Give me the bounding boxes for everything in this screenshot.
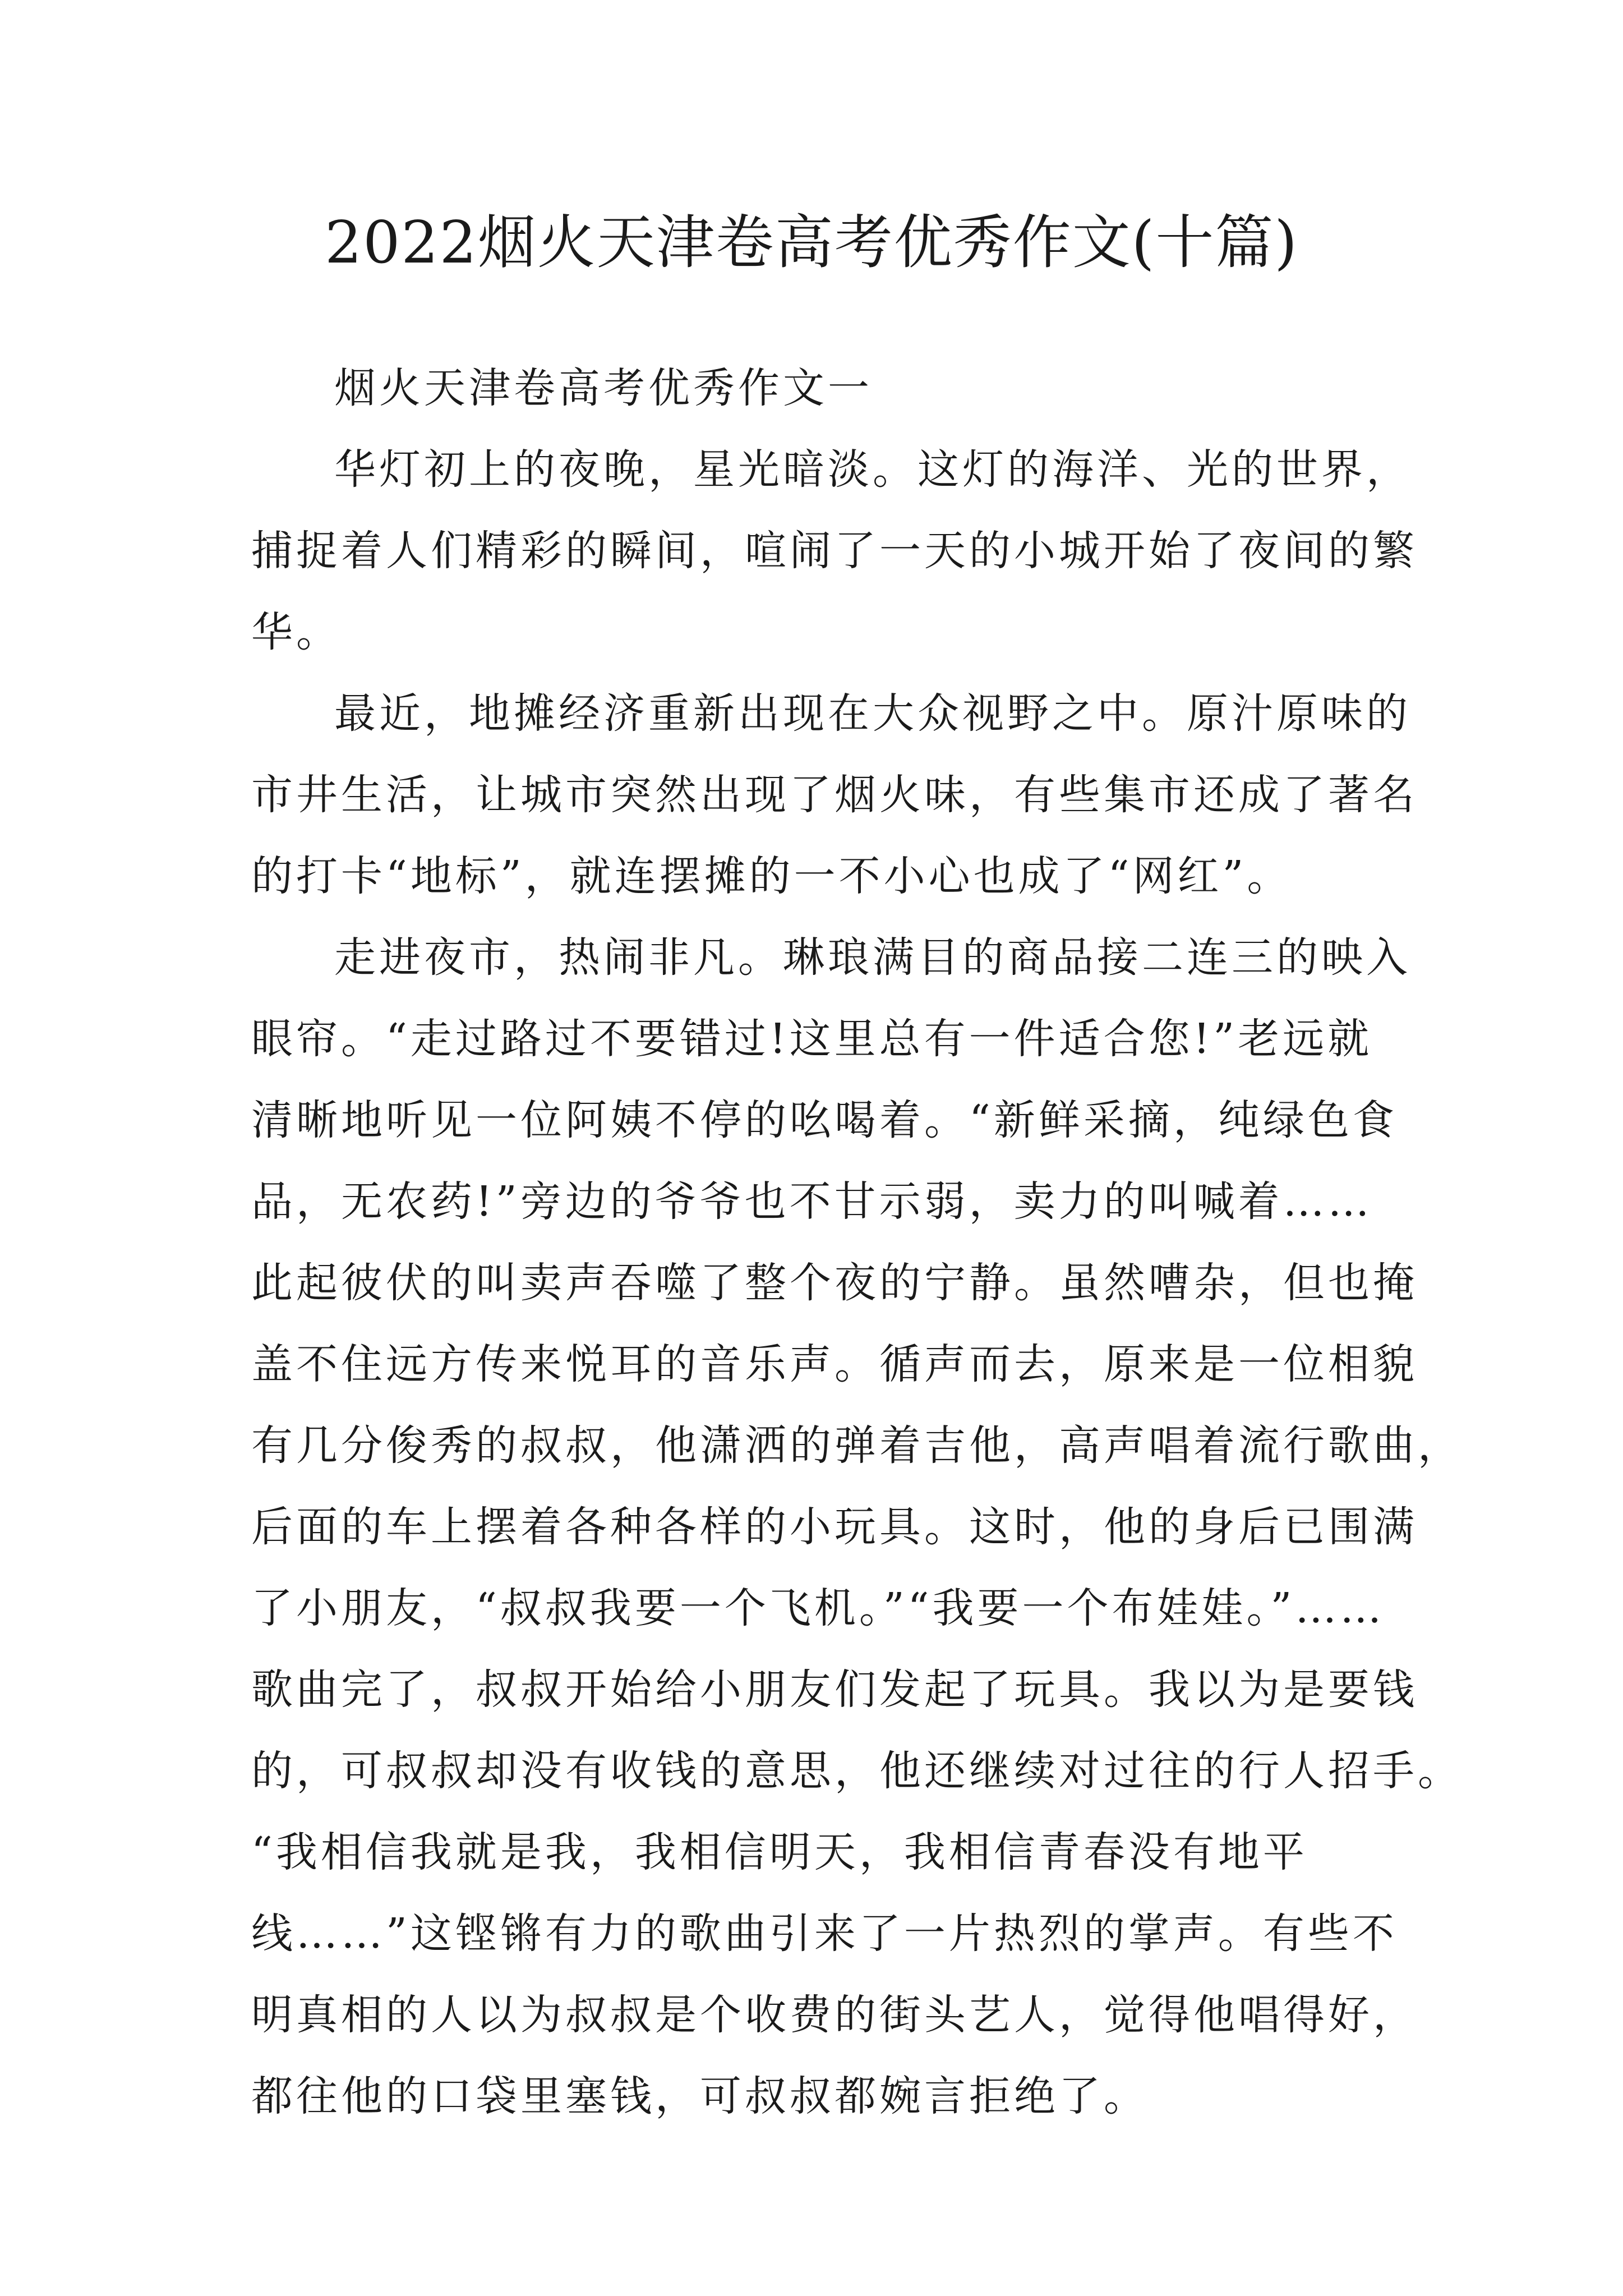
text-line: 的，可叔叔却没有收钱的意思，他还继续对过往的行人招手。: [251, 1747, 1463, 1795]
text-line: 有几分俊秀的叔叔，他潇洒的弹着吉他，高声唱着流行歌曲，: [251, 1421, 1463, 1470]
text-line: 的打卡“地标”，就连摆摊的一不小心也成了“网红”。: [251, 852, 1292, 900]
text-line: 歌曲完了，叔叔开始给小朋友们发起了玩具。我以为是要钱: [251, 1665, 1418, 1714]
paragraph-1: [251, 429, 1418, 673]
paragraph-2: [251, 673, 1418, 917]
section-heading: 烟火天津卷高考优秀作文一: [334, 364, 873, 412]
paragraph-3: [251, 917, 1463, 2137]
text-line: 都往他的口袋里塞钱，可叔叔都婉言拒绝了。: [251, 2072, 1149, 2120]
text-line: 华灯初上的夜晚，星光暗淡。这灯的海洋、光的世界，: [334, 445, 1411, 494]
text-line: 华。: [251, 608, 341, 656]
document-body: [251, 348, 1463, 2137]
document-title: 2022烟火天津卷高考优秀作文(十篇): [325, 208, 1298, 277]
text-line: 捕捉着人们精彩的瞬间，喧闹了一天的小城开始了夜间的繁: [251, 527, 1418, 575]
text-line: 明真相的人以为叔叔是个收费的街头艺人，觉得他唱得好，: [251, 1991, 1418, 2039]
text-line: 最近，地摊经济重新出现在大众视野之中。原汁原味的: [334, 689, 1411, 738]
text-line: 盖不住远方传来悦耳的音乐声。循声而去，原来是一位相貌: [251, 1340, 1418, 1388]
text-line: 走进夜市，热闹非凡。琳琅满目的商品接二连三的映入: [334, 933, 1411, 982]
text-line: 此起彼伏的叫卖声吞噬了整个夜的宁静。虽然嘈杂，但也掩: [251, 1259, 1418, 1307]
text-line: 品，无农药!”旁边的爷爷也不甘示弱，卖力的叫喊着……: [251, 1177, 1373, 1226]
text-line: 了小朋友，“叔叔我要一个飞机。”“我要一个布娃娃。”……: [251, 1584, 1385, 1632]
text-line: 清晰地听见一位阿姨不停的吆喝着。“新鲜采摘，纯绿色食: [251, 1096, 1398, 1144]
text-line: 后面的车上摆着各种各样的小玩具。这时，他的身后已围满: [251, 1503, 1418, 1551]
text-line: 市井生活，让城市突然出现了烟火味，有些集市还成了著名: [251, 771, 1418, 819]
text-line: 眼帘。“走过路过不要错过!这里总有一件适合您!”老远就: [251, 1015, 1373, 1063]
text-line: 线……”这铿锵有力的歌曲引来了一片热烈的掌声。有些不: [251, 1910, 1398, 1958]
text-line: “我相信我就是我，我相信明天，我相信青春没有地平: [251, 1828, 1308, 1876]
